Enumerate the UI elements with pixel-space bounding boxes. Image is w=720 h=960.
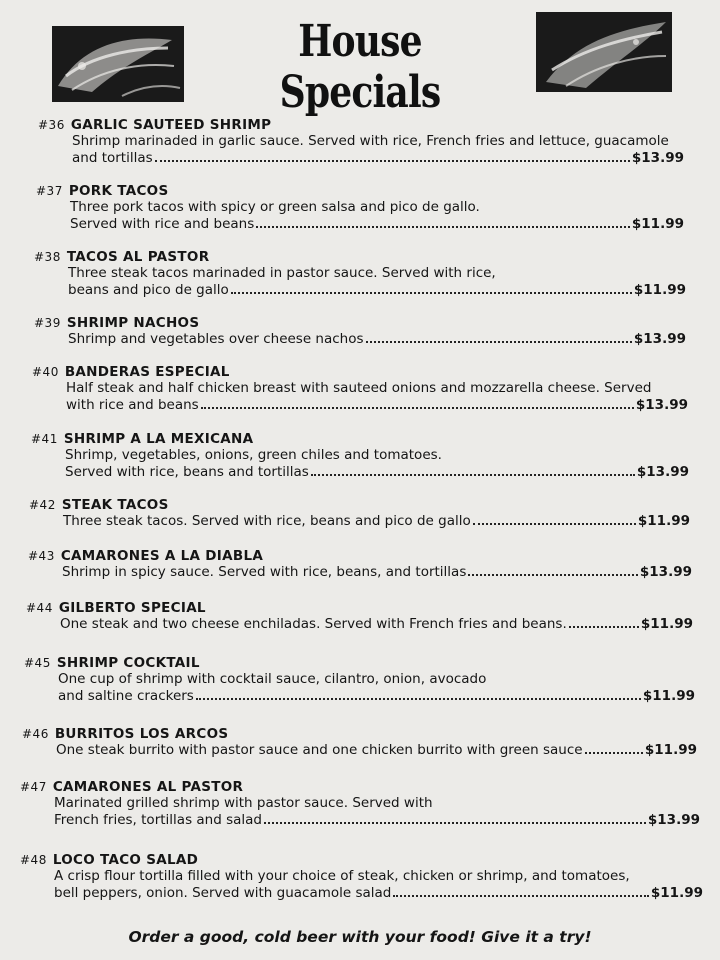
- menu-item-description: and saltine crackers: [58, 688, 194, 704]
- menu-item-price-line: [34, 331, 686, 348]
- menu-item-price: $11.99: [650, 885, 703, 901]
- menu-item-description: Three pork tacos with spicy or green salsa and pico de gallo.: [70, 199, 480, 215]
- menu-item: [28, 548, 692, 581]
- menu-item-heading: [20, 779, 700, 795]
- menu-item-price: $11.99: [642, 688, 695, 704]
- menu-item: [20, 779, 700, 829]
- menu-item: [22, 726, 697, 759]
- dot-leader: [569, 626, 639, 628]
- menu-item-number: #44: [26, 601, 53, 615]
- menu-item-description: One cup of shrimp with cocktail sauce, cilantro, onion, avocado: [58, 671, 487, 687]
- menu-item-heading: [34, 315, 686, 331]
- menu-item-number: #47: [20, 780, 47, 794]
- menu-item-heading: [24, 655, 695, 671]
- menu-item-name: LOCO TACO SALAD: [52, 852, 199, 868]
- shrimp-illustration-right: [536, 12, 672, 92]
- menu-item: [38, 117, 684, 167]
- menu-item-price: $11.99: [633, 282, 686, 298]
- menu-item-price-line: [20, 885, 703, 902]
- menu-item-price: $13.99: [647, 812, 700, 828]
- dot-leader: [196, 698, 641, 700]
- dot-leader: [201, 407, 634, 409]
- dot-leader: [468, 574, 638, 576]
- menu-item-description: Served with rice, beans and tortillas: [65, 464, 309, 480]
- menu-item: [31, 431, 689, 481]
- menu-item-number: #40: [32, 365, 59, 379]
- menu-item-name: BURRITOS LOS ARCOS: [54, 726, 229, 742]
- menu-item-name: BANDERAS ESPECIAL: [64, 364, 230, 380]
- dot-leader: [366, 341, 632, 343]
- menu-item-name: GILBERTO SPECIAL: [58, 600, 206, 616]
- menu-item-name: CAMARONES AL PASTOR: [52, 779, 244, 795]
- menu-item-price-line: [20, 812, 700, 829]
- menu-item-heading: [38, 117, 684, 133]
- menu-item-price-line: [26, 616, 693, 633]
- dot-leader: [311, 474, 635, 476]
- menu-item-number: #41: [31, 432, 58, 446]
- menu-item-price: $11.99: [631, 216, 684, 232]
- menu-item-number: #46: [22, 727, 49, 741]
- menu-item-name: CAMARONES A LA DIABLA: [60, 548, 264, 564]
- dot-leader: [155, 160, 630, 162]
- menu-item-number: #43: [28, 549, 55, 563]
- menu-item: [26, 600, 693, 633]
- menu-item-price-line: [24, 688, 695, 705]
- menu-item-name: SHRIMP COCKTAIL: [56, 655, 200, 671]
- menu-item-price-line: [29, 513, 690, 530]
- menu-item-description: beans and pico de gallo: [68, 282, 229, 298]
- menu-item-price-line: [36, 216, 684, 233]
- menu-item-description: Shrimp in spicy sauce. Served with rice, beans, and tortillas: [62, 564, 467, 580]
- menu-item-price: $13.99: [633, 331, 686, 347]
- menu-header: [0, 0, 720, 118]
- menu-item-description: Half steak and half chicken breast with sauteed onions and mozzarella cheese. Served: [66, 380, 652, 396]
- menu-item-heading: [22, 726, 697, 742]
- menu-item-price-line: [28, 564, 692, 581]
- menu-item: [24, 655, 695, 705]
- menu-item-description: Served with rice and beans: [70, 216, 255, 232]
- menu-item-number: #45: [24, 656, 51, 670]
- menu-item: [20, 852, 703, 902]
- menu-item-price: $13.99: [635, 397, 688, 413]
- menu-item-heading: [31, 431, 689, 447]
- menu-item-price: $11.99: [640, 616, 693, 632]
- menu-item: [34, 315, 686, 348]
- menu-item-heading: [20, 852, 703, 868]
- menu-item-description: Shrimp, vegetables, onions, green chiles and tomatoes.: [65, 447, 442, 463]
- menu-item-price-line: [32, 397, 688, 414]
- menu-item: [34, 249, 686, 299]
- dot-leader: [585, 752, 643, 754]
- menu-item-price: $13.99: [631, 150, 684, 166]
- menu-item-number: #42: [29, 498, 56, 512]
- menu-item-description: Three steak tacos marinaded in pastor sauce. Served with rice,: [68, 265, 496, 281]
- menu-item-heading: [34, 249, 686, 265]
- menu-item-price: $13.99: [636, 464, 689, 480]
- menu-item-description: A crisp flour tortilla filled with your choice of steak, chicken or shrimp, and tomatoes,: [54, 868, 630, 884]
- menu-item-name: STEAK TACOS: [61, 497, 169, 513]
- menu-item-heading: [26, 600, 693, 616]
- footer-note: Order a good, cold beer with your food! Give it a try!: [128, 928, 592, 946]
- menu-item-heading: [32, 364, 688, 380]
- menu-item: [36, 183, 684, 233]
- dot-leader: [393, 895, 649, 897]
- menu-item-name: GARLIC SAUTEED SHRIMP: [70, 117, 272, 133]
- menu-item-number: #48: [20, 853, 47, 867]
- menu-item-description: Three steak tacos. Served with rice, beans and pico de gallo: [63, 513, 471, 529]
- menu-item-heading: [29, 497, 690, 513]
- menu-item: [29, 497, 690, 530]
- menu-item-number: #38: [34, 250, 61, 264]
- menu-item-price: $11.99: [637, 513, 690, 529]
- menu-item-description: Shrimp marinaded in garlic sauce. Served with rice, French fries and lettuce, guacamole: [72, 133, 669, 149]
- menu-item-name: PORK TACOS: [68, 183, 169, 199]
- dot-leader: [264, 822, 646, 824]
- menu-item-description: with rice and beans: [66, 397, 199, 413]
- menu-item-description: bell peppers, onion. Served with guacamole salad: [54, 885, 392, 901]
- menu-item-price-line: [22, 742, 697, 759]
- menu-item-description: and tortillas: [72, 150, 153, 166]
- menu-item-heading: [36, 183, 684, 199]
- shrimp-illustration-left: [52, 26, 184, 102]
- menu-item-description: One steak burrito with pastor sauce and one chicken burrito with green sauce: [56, 742, 583, 758]
- menu-item-name: SHRIMP A LA MEXICANA: [63, 431, 254, 447]
- menu-item-price: $11.99: [644, 742, 697, 758]
- menu-item-description: Marinated grilled shrimp with pastor sauce. Served with: [54, 795, 433, 811]
- menu-item-description: Shrimp and vegetables over cheese nachos: [68, 331, 364, 347]
- menu-item-price-line: [34, 282, 686, 299]
- menu-item-heading: [28, 548, 692, 564]
- menu-item-number: #39: [34, 316, 61, 330]
- menu-item-price: $13.99: [639, 564, 692, 580]
- dot-leader: [473, 523, 636, 525]
- menu-item-price-line: [31, 464, 689, 481]
- menu-item-number: #36: [38, 118, 65, 132]
- dot-leader: [231, 292, 632, 294]
- menu-item: [32, 364, 688, 414]
- menu-item-name: SHRIMP NACHOS: [66, 315, 200, 331]
- menu-item-price-line: [38, 150, 684, 167]
- dot-leader: [256, 226, 630, 228]
- menu-item-description: French fries, tortillas and salad: [54, 812, 262, 828]
- menu-item-description: One steak and two cheese enchiladas. Served with French fries and beans.: [60, 616, 567, 632]
- menu-item-number: #37: [36, 184, 63, 198]
- menu-item-name: TACOS AL PASTOR: [66, 249, 210, 265]
- page-title: House Specials: [279, 16, 441, 118]
